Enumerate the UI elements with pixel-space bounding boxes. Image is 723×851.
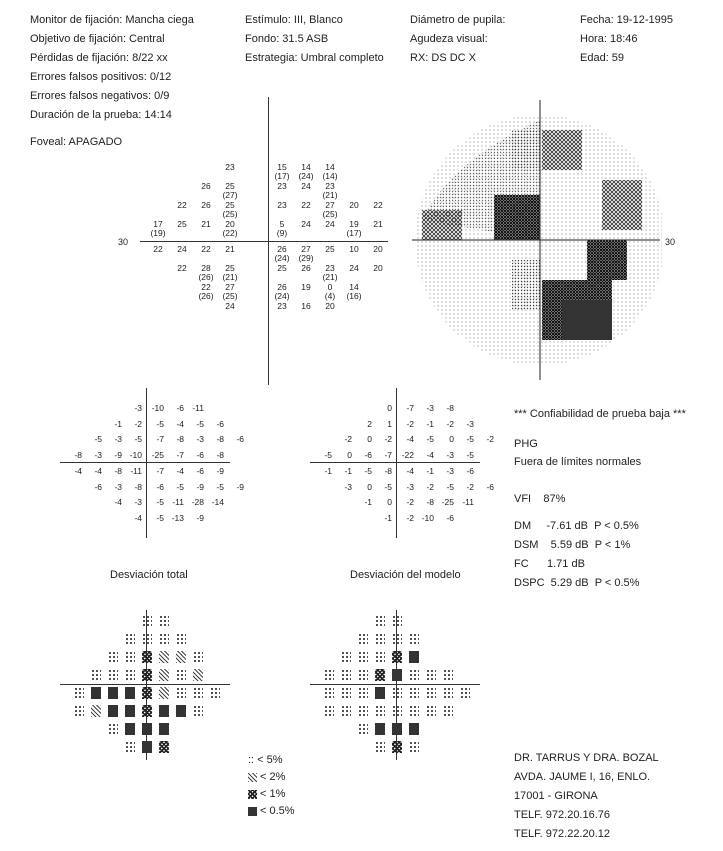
probability-symbol xyxy=(125,723,135,735)
threshold-value: 26 xyxy=(201,199,211,210)
threshold-value: 21 xyxy=(373,218,383,229)
threshold-value: 15 (17) xyxy=(274,161,290,181)
pattern-deviation-value: -5 xyxy=(466,449,474,460)
threshold-value: 24 xyxy=(177,244,187,254)
probability-symbol xyxy=(142,705,152,717)
threshold-value: 24 xyxy=(325,218,335,229)
pattern-deviation-value: -4 xyxy=(406,434,414,444)
filled-square-icon xyxy=(248,807,257,816)
threshold-value: 25 (25) xyxy=(222,199,238,219)
pattern-deviation-value: 2 xyxy=(367,418,372,429)
total-deviation-value: -3 xyxy=(114,481,122,492)
threshold-value: 19 (17) xyxy=(346,218,362,238)
probability-symbol xyxy=(108,651,118,663)
probability-symbol xyxy=(142,669,152,681)
pattern-deviation-value: -3 xyxy=(446,449,454,460)
pattern-deviation-value: -5 xyxy=(384,481,392,492)
threshold-value: 23 (21) xyxy=(322,263,338,282)
probability-symbol xyxy=(443,669,453,681)
probability-symbol xyxy=(159,741,169,753)
total-deviation-value: -9 xyxy=(216,466,224,476)
probability-symbol xyxy=(409,723,419,735)
pattern-deviation-value: -8 xyxy=(446,403,454,413)
threshold-value: 20 xyxy=(373,244,383,254)
total-deviation-value: -5 xyxy=(196,418,204,429)
threshold-value: 26 xyxy=(301,263,311,273)
address-line-2: AVDA. JAUME I, 16, ENLO. xyxy=(514,771,651,783)
probability-symbol xyxy=(409,741,419,753)
pattern-deviation-value: -3 xyxy=(446,466,454,476)
strategy: Estrategia: Umbral completo xyxy=(245,52,384,64)
total-deviation-value: -3 xyxy=(114,434,122,444)
total-deviation-value: -4 xyxy=(176,418,184,429)
probability-symbol xyxy=(108,687,118,699)
legend-p1 xyxy=(248,788,285,800)
pattern-deviation-value: -2 xyxy=(446,418,454,429)
total-deviation-value: -14 xyxy=(211,497,224,507)
probability-symbol xyxy=(341,687,351,699)
pattern-deviation-value: -2 xyxy=(406,418,414,429)
probability-symbol xyxy=(193,687,203,699)
probability-symbol xyxy=(426,705,436,717)
pattern-deviation-title: Desviación del modelo xyxy=(350,569,461,581)
pattern-deviation-value: 1 xyxy=(387,418,392,429)
probability-symbol xyxy=(142,741,152,753)
threshold-value: 19 xyxy=(301,282,311,292)
threshold-value: 20 (22) xyxy=(222,218,238,238)
probability-symbol xyxy=(426,687,436,699)
greyscale-map xyxy=(412,100,662,380)
threshold-value: 24 xyxy=(301,218,311,229)
total-deviation-value: -8 xyxy=(216,434,224,444)
probability-symbol xyxy=(142,615,152,627)
probability-symbol xyxy=(159,687,169,699)
probability-symbol xyxy=(324,687,334,699)
address-line-3: 17001 - GIRONA xyxy=(514,790,598,802)
probability-symbol xyxy=(108,705,118,717)
vfi: VFI 87% xyxy=(514,493,566,505)
fixation-monitor: Monitor de fijación: Mancha ciega xyxy=(30,14,194,26)
probability-symbol xyxy=(74,705,84,717)
probability-symbol xyxy=(375,633,385,645)
total-deviation-value: -5 xyxy=(134,434,142,444)
probability-symbol xyxy=(392,687,402,699)
threshold-value: 20 xyxy=(373,263,383,273)
probability-symbol xyxy=(358,723,368,735)
probability-symbol xyxy=(91,687,101,699)
probability-symbol xyxy=(193,651,203,663)
probability-symbol xyxy=(125,705,135,717)
threshold-value: 16 xyxy=(301,301,311,311)
total-deviation-value: -7 xyxy=(156,466,164,476)
probability-symbol xyxy=(125,687,135,699)
threshold-value: 23 xyxy=(277,180,287,191)
total-deviation-value: -10 xyxy=(151,403,164,413)
pattern-deviation-value: -3 xyxy=(344,481,352,492)
probability-symbol xyxy=(409,633,419,645)
fixation-target: Objetivo de fijación: Central xyxy=(30,33,165,45)
cpsd: DSPC 5.29 dB P < 0.5% xyxy=(514,577,640,589)
probability-symbol xyxy=(341,669,351,681)
threshold-value: 14 (14) xyxy=(322,161,338,181)
fixation-losses: Pérdidas de fijación: 8/22 xx xyxy=(30,52,168,64)
total-deviation-value: -6 xyxy=(196,449,204,460)
threshold-value: 24 xyxy=(301,180,311,191)
visual-acuity: Agudeza visual: xyxy=(410,33,488,45)
threshold-value: 22 xyxy=(201,244,211,254)
threshold-value: 5 (9) xyxy=(276,218,288,238)
pattern-deviation-value: -7 xyxy=(406,403,414,413)
total-deviation-value: -4 xyxy=(134,512,142,523)
total-deviation-value: -5 xyxy=(156,418,164,429)
crosshatch-icon xyxy=(248,790,257,799)
false-negatives: Errores falsos negativos: 0/9 xyxy=(30,90,170,102)
total-deviation-value: -7 xyxy=(156,434,164,444)
threshold-horizontal-axis xyxy=(140,241,388,242)
hatch-icon xyxy=(248,773,257,782)
pattern-deviation-value: -2 xyxy=(466,481,474,492)
probability-symbol xyxy=(125,741,135,753)
probability-symbol xyxy=(358,669,368,681)
probability-symbol xyxy=(193,669,203,681)
probability-symbol xyxy=(176,651,186,663)
pattern-deviation-value: -2 xyxy=(344,434,352,444)
stimulus: Estímulo: III, Blanco xyxy=(245,14,343,26)
pattern-deviation-value: -2 xyxy=(486,434,494,444)
total-deviation-value: -2 xyxy=(134,418,142,429)
pattern-deviation-value: 0 xyxy=(449,434,454,444)
total-deviation-value: -9 xyxy=(236,481,244,492)
pattern-deviation-value: -8 xyxy=(384,466,392,476)
probability-symbol xyxy=(392,723,402,735)
pattern-deviation-value: -3 xyxy=(426,403,434,413)
probability-symbol xyxy=(460,687,470,699)
total-deviation-value: -6 xyxy=(156,481,164,492)
threshold-value: 20 xyxy=(325,301,335,311)
probtot-horizontal-axis xyxy=(60,684,230,685)
threshold-value: 23 xyxy=(277,301,287,311)
legend-p1-text: < 1% xyxy=(260,788,286,800)
legend-p05 xyxy=(248,805,295,817)
total-deviation-value: -1 xyxy=(114,418,122,429)
md: DM -7.61 dB P < 0.5% xyxy=(514,520,639,532)
probability-symbol xyxy=(125,669,135,681)
threshold-value: 25 xyxy=(177,218,187,229)
threshold-value: 20 xyxy=(349,199,359,210)
phg-value: Fuera de límites normales xyxy=(514,456,642,468)
probability-symbol xyxy=(193,705,203,717)
pattern-deviation-value: -4 xyxy=(426,449,434,460)
probability-symbol xyxy=(426,669,436,681)
pattern-deviation-value: -5 xyxy=(324,449,332,460)
probability-symbol xyxy=(392,669,402,681)
total-deviation-value: -4 xyxy=(176,466,184,476)
probability-symbol xyxy=(324,669,334,681)
pattern-deviation-value: -5 xyxy=(426,434,434,444)
pattern-deviation-value: -6 xyxy=(446,512,454,523)
probability-symbol xyxy=(392,633,402,645)
axis-label-30-left: 30 xyxy=(118,237,129,247)
probability-symbol xyxy=(108,723,118,735)
probpat-horizontal-axis xyxy=(310,684,480,685)
probability-symbol xyxy=(341,651,351,663)
total-deviation-value: -4 xyxy=(94,466,102,476)
pattern-deviation-value: -22 xyxy=(401,449,414,460)
legend-p2 xyxy=(248,771,285,783)
phg-label: PHG xyxy=(514,438,538,450)
total-deviation-value: -3 xyxy=(94,449,102,460)
pattern-deviation-value: -3 xyxy=(406,481,414,492)
legend-p5-text: :: < 5% xyxy=(248,754,283,766)
probability-symbol xyxy=(392,615,402,627)
total-deviation-value: -8 xyxy=(74,449,82,460)
probability-symbol xyxy=(443,687,453,699)
address-line-1: DR. TARRUS Y DRA. BOZAL xyxy=(514,752,659,764)
probability-symbol xyxy=(409,669,419,681)
total-deviation-value: -4 xyxy=(74,466,82,476)
total-deviation-value: -4 xyxy=(114,497,122,507)
threshold-value: 21 xyxy=(225,244,235,254)
legend-p5 xyxy=(248,754,283,766)
pattern-deviation-value: 0 xyxy=(367,434,372,444)
pattern-deviation-value: -1 xyxy=(344,466,352,476)
total-deviation-value: -3 xyxy=(196,434,204,444)
threshold-value: 25 (21) xyxy=(222,263,238,282)
probability-symbol xyxy=(324,705,334,717)
total-deviation-value: -3 xyxy=(134,403,142,413)
total-deviation-value: -11 xyxy=(172,497,184,507)
pattern-deviation-value: -5 xyxy=(446,481,454,492)
pupil-diameter: Diámetro de pupila: xyxy=(410,14,506,26)
probability-symbol xyxy=(392,741,402,753)
total-deviation-value: -7 xyxy=(176,449,184,460)
probability-symbol xyxy=(159,615,169,627)
pattern-deviation-value: -1 xyxy=(384,512,392,523)
total-deviation-value: -5 xyxy=(156,497,164,507)
threshold-value: 22 xyxy=(373,199,383,210)
pattern-deviation-value: -6 xyxy=(486,481,494,492)
pattern-deviation-value: -6 xyxy=(466,466,474,476)
totdev-horizontal-axis xyxy=(60,462,230,463)
probability-symbol xyxy=(142,633,152,645)
probability-symbol xyxy=(176,705,186,717)
pattern-deviation-value: 0 xyxy=(387,403,392,413)
address-line-4: TELF. 972.20.16.76 xyxy=(514,809,611,821)
psd: DSM 5.59 dB P < 1% xyxy=(514,539,631,551)
total-deviation-value: -5 xyxy=(216,481,224,492)
probability-symbol xyxy=(142,723,152,735)
probability-symbol xyxy=(91,669,101,681)
rx: RX: DS DC X xyxy=(410,52,477,64)
pattern-deviation-value: -3 xyxy=(466,418,474,429)
threshold-value: 22 xyxy=(177,199,187,210)
total-deviation-value: -28 xyxy=(191,497,204,507)
pattern-deviation-value: -6 xyxy=(364,449,372,460)
pattern-deviation-value: -1 xyxy=(324,466,332,476)
probability-symbol xyxy=(409,651,419,663)
legend-p2-text: < 2% xyxy=(260,771,286,783)
probability-symbol xyxy=(159,651,169,663)
pattern-deviation-value: 0 xyxy=(387,497,392,507)
total-deviation-value: -8 xyxy=(216,449,224,460)
total-deviation-value: -6 xyxy=(216,418,224,429)
pattern-deviation-value: -2 xyxy=(426,481,434,492)
probability-symbol xyxy=(409,705,419,717)
probability-symbol xyxy=(375,723,385,735)
threshold-value: 22 (26) xyxy=(198,282,214,301)
axis-label-30-right: 30 xyxy=(665,237,676,247)
pattern-deviation-value: 0 xyxy=(367,481,372,492)
pattern-deviation-value: -7 xyxy=(384,449,392,460)
threshold-value: 25 xyxy=(325,244,335,254)
probability-symbol xyxy=(341,705,351,717)
legend-p05-text: < 0.5% xyxy=(260,805,295,817)
total-deviation-value: -8 xyxy=(114,466,122,476)
probability-symbol xyxy=(142,687,152,699)
pattern-deviation-value: -2 xyxy=(406,512,414,523)
probability-symbol xyxy=(125,651,135,663)
background: Fondo: 31.5 ASB xyxy=(245,33,329,45)
pattern-deviation-value: -8 xyxy=(426,497,434,507)
total-deviation-value: -9 xyxy=(196,481,204,492)
total-deviation-value: -6 xyxy=(176,403,184,413)
probability-symbol xyxy=(375,651,385,663)
probability-symbol xyxy=(159,633,169,645)
threshold-value: 23 xyxy=(277,199,287,210)
probability-symbol xyxy=(108,669,118,681)
threshold-value: 24 xyxy=(349,263,359,273)
probability-symbol xyxy=(375,669,385,681)
threshold-value: 21 xyxy=(201,218,211,229)
pattern-deviation-value: 0 xyxy=(347,449,352,460)
probability-symbol xyxy=(358,705,368,717)
foveal: Foveal: APAGADO xyxy=(30,136,123,148)
total-deviation-value: -3 xyxy=(134,497,142,507)
probability-symbol xyxy=(142,651,152,663)
probability-symbol xyxy=(176,687,186,699)
total-deviation-value: -5 xyxy=(176,481,184,492)
probability-symbol xyxy=(375,705,385,717)
date: Fecha: 19-12-1995 xyxy=(580,14,673,26)
threshold-value: 27 (25) xyxy=(322,199,338,219)
probability-symbol xyxy=(409,687,419,699)
total-deviation-value: -11 xyxy=(130,466,142,476)
total-deviation-value: -25 xyxy=(151,449,164,460)
threshold-value: 14 (16) xyxy=(346,282,362,301)
probability-symbol xyxy=(375,687,385,699)
probability-symbol xyxy=(159,669,169,681)
threshold-value: 24 xyxy=(225,301,235,311)
probability-symbol xyxy=(358,633,368,645)
threshold-value: 23 (21) xyxy=(322,180,338,200)
probability-symbol xyxy=(159,723,169,735)
probability-symbol xyxy=(176,633,186,645)
total-deviation-title: Desviación total xyxy=(110,569,188,581)
threshold-value: 14 (24) xyxy=(298,161,314,181)
patdev-horizontal-axis xyxy=(310,462,480,463)
threshold-value: 26 (24) xyxy=(274,282,290,301)
threshold-value: 23 xyxy=(225,161,235,172)
pattern-deviation-value: -10 xyxy=(421,512,434,523)
total-deviation-value: -6 xyxy=(94,481,102,492)
probability-symbol xyxy=(358,651,368,663)
probability-symbol xyxy=(210,687,220,699)
probability-symbol xyxy=(74,687,84,699)
pattern-deviation-value: -4 xyxy=(406,466,414,476)
probability-symbol xyxy=(176,669,186,681)
threshold-value: 22 xyxy=(301,199,311,210)
pattern-deviation-value: -2 xyxy=(406,497,414,507)
pattern-deviation-value: -2 xyxy=(384,434,392,444)
probability-symbol xyxy=(392,651,402,663)
probability-symbol xyxy=(375,615,385,627)
threshold-value: 26 xyxy=(201,180,211,191)
pattern-deviation-value: -5 xyxy=(466,434,474,444)
reliability-warning: *** Confiabilidad de prueba baja *** xyxy=(514,408,686,420)
probability-symbol xyxy=(443,705,453,717)
total-deviation-value: -8 xyxy=(134,481,142,492)
total-deviation-value: -8 xyxy=(176,434,184,444)
probability-symbol xyxy=(91,705,101,717)
total-deviation-value: -6 xyxy=(236,434,244,444)
threshold-value: 17 (19) xyxy=(150,218,166,238)
threshold-value: 10 xyxy=(349,244,359,254)
threshold-value: 22 xyxy=(153,244,163,254)
total-deviation-value: -5 xyxy=(156,512,164,523)
probability-symbol xyxy=(125,633,135,645)
probability-symbol xyxy=(358,687,368,699)
total-deviation-value: -9 xyxy=(114,449,122,460)
address-line-5: TELF. 972.22.20.12 xyxy=(514,828,611,840)
threshold-value: 0 (4) xyxy=(324,282,336,301)
threshold-value: 25 (27) xyxy=(222,180,238,200)
pattern-deviation-value: -25 xyxy=(441,497,454,507)
pattern-deviation-value: -11 xyxy=(462,497,474,507)
probability-symbol xyxy=(159,705,169,717)
total-deviation-value: -10 xyxy=(129,449,142,460)
sf: FC 1.71 dB xyxy=(514,558,585,570)
test-duration: Duración de la prueba: 14:14 xyxy=(30,109,172,121)
probability-symbol xyxy=(392,705,402,717)
total-deviation-value: -13 xyxy=(171,512,184,523)
threshold-value: 26 (24) xyxy=(274,244,290,263)
pattern-deviation-value: -1 xyxy=(364,497,372,507)
total-deviation-value: -9 xyxy=(196,512,204,523)
pattern-deviation-value: -1 xyxy=(426,418,434,429)
threshold-value: 22 xyxy=(177,263,187,273)
pattern-deviation-value: -5 xyxy=(364,466,372,476)
threshold-value: 25 xyxy=(277,263,287,273)
total-deviation-value: -11 xyxy=(192,403,204,413)
age: Edad: 59 xyxy=(580,52,625,64)
probability-symbol xyxy=(375,741,385,753)
threshold-value: 27 (25) xyxy=(222,282,238,301)
time: Hora: 18:46 xyxy=(580,33,638,45)
threshold-value: 27 (29) xyxy=(298,244,314,263)
total-deviation-value: -6 xyxy=(196,466,204,476)
total-deviation-value: -5 xyxy=(94,434,102,444)
false-positives: Errores falsos positivos: 0/12 xyxy=(30,71,172,83)
threshold-value: 28 (26) xyxy=(198,263,214,282)
pattern-deviation-value: -1 xyxy=(426,466,434,476)
